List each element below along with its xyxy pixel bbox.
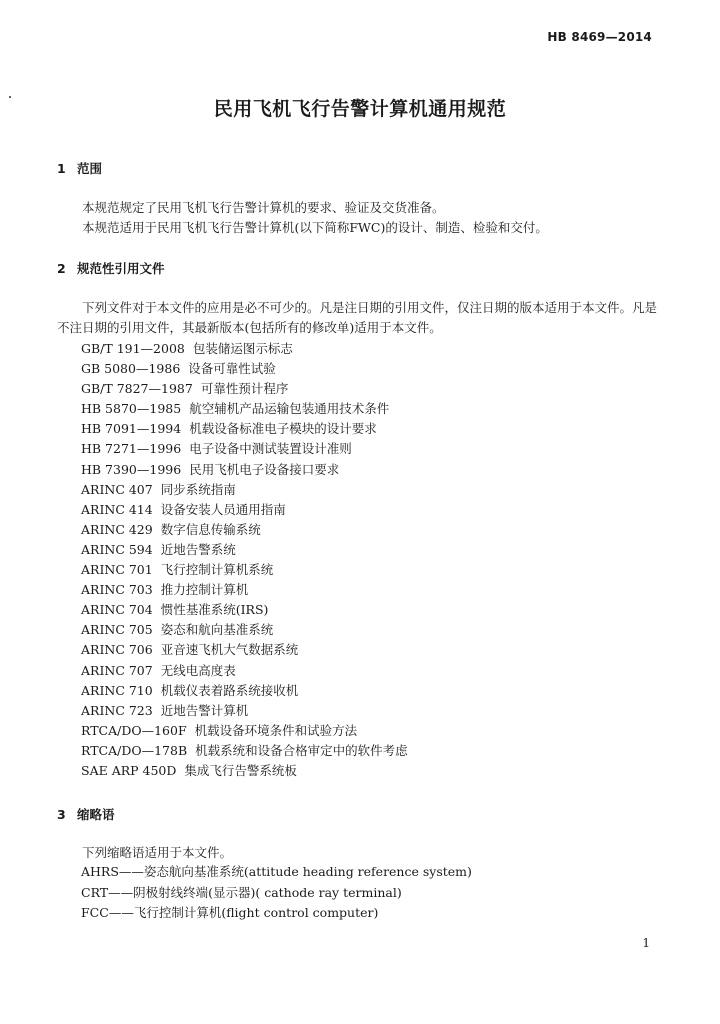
reference-code: ARINC 710 bbox=[81, 682, 153, 698]
reference-title: 近地告警系统 bbox=[160, 541, 236, 557]
reference-item bbox=[81, 661, 408, 681]
reference-code: ARINC 703 bbox=[81, 582, 153, 598]
abbreviation-term: CRT bbox=[81, 884, 109, 900]
reference-title: 机载设备标准电子模块的设计要求 bbox=[189, 421, 377, 437]
reference-code: HB 7271—1996 bbox=[81, 441, 182, 457]
reference-item bbox=[81, 580, 408, 600]
reference-title: 包装储运图示标志 bbox=[192, 341, 293, 356]
abbreviation-english: (attitude heading reference system) bbox=[243, 864, 472, 879]
reference-item bbox=[81, 741, 408, 761]
document-title: 民用飞机飞行告警计算机通用规范 bbox=[213, 98, 507, 120]
reference-code: GB 5080—1986 bbox=[81, 361, 181, 377]
reference-title: 惯性基准系统(IRS) bbox=[160, 602, 269, 618]
em-dash-separator: —— bbox=[108, 884, 134, 900]
section-title: 规范性引用文件 bbox=[77, 261, 165, 276]
reference-item bbox=[81, 560, 408, 580]
abbreviation-item bbox=[81, 883, 472, 904]
reference-code: ARINC 707 bbox=[81, 662, 153, 678]
reference-code: HB 7390—1996 bbox=[81, 461, 182, 477]
reference-title: 近地告警计算机 bbox=[160, 702, 249, 718]
reference-title: 可靠性预计程序 bbox=[200, 381, 289, 397]
reference-item bbox=[81, 620, 408, 640]
section-heading-references bbox=[57, 259, 165, 277]
scope-paragraph-1: 本规范规定了民用飞机飞行告警计算机的要求、验证及交货准备。 bbox=[82, 200, 445, 215]
abbreviation-item bbox=[81, 862, 472, 883]
reference-item bbox=[81, 721, 408, 741]
reference-title: 电子设备中测试装置设计准则 bbox=[189, 441, 352, 457]
em-dash-separator: —— bbox=[108, 905, 134, 920]
reference-item bbox=[81, 460, 408, 480]
reference-title: 飞行控制计算机系统 bbox=[160, 562, 274, 578]
reference-code: ARINC 705 bbox=[81, 622, 153, 638]
section-heading-scope bbox=[57, 159, 102, 177]
section-number: 2 bbox=[57, 261, 66, 276]
page-number: 1 bbox=[642, 936, 650, 950]
reference-item bbox=[81, 379, 408, 399]
reference-item bbox=[81, 761, 408, 781]
reference-item bbox=[81, 520, 408, 540]
abbreviations-intro: 下列缩略语适用于本文件。 bbox=[82, 845, 233, 860]
reference-title: 数字信息传输系统 bbox=[160, 521, 261, 537]
reference-code: ARINC 706 bbox=[81, 642, 153, 658]
reference-item bbox=[81, 439, 408, 459]
scope-paragraph-2: 本规范适用于民用飞机飞行告警计算机(以下简称FWC)的设计、制造、检验和交付。 bbox=[82, 220, 548, 235]
reference-item bbox=[81, 339, 408, 359]
reference-code: RTCA/DO—178B bbox=[81, 742, 188, 758]
standard-code: HB 8469—2014 bbox=[547, 30, 652, 44]
reference-code: GB/T 191—2008 bbox=[81, 341, 185, 356]
reference-item bbox=[81, 500, 408, 520]
abbreviation-chinese: 飞行控制计算机 bbox=[133, 905, 222, 920]
em-dash-separator: —— bbox=[118, 864, 144, 879]
abbreviation-item bbox=[81, 903, 472, 924]
abbreviation-english: (flight control computer) bbox=[221, 905, 379, 920]
section-number: 3 bbox=[57, 807, 66, 822]
reference-title: 同步系统指南 bbox=[160, 481, 236, 497]
reference-code: SAE ARP 450D bbox=[81, 762, 177, 778]
reference-title: 姿态和航向基准系统 bbox=[160, 622, 274, 638]
reference-item bbox=[81, 701, 408, 721]
reference-title: 航空辅机产品运输包装通用技术条件 bbox=[189, 401, 390, 417]
reference-title: 亚音速飞机大气数据系统 bbox=[160, 642, 299, 658]
section-title: 缩略语 bbox=[77, 807, 115, 822]
abbreviation-chinese: 阴极射线终端(显示器) bbox=[133, 884, 256, 900]
reference-item bbox=[81, 640, 408, 660]
reference-code: ARINC 701 bbox=[81, 562, 153, 578]
reference-code: GB/T 7827—1987 bbox=[81, 381, 193, 397]
section-number: 1 bbox=[57, 161, 66, 176]
abbreviation-chinese: 姿态航向基准系统 bbox=[143, 864, 244, 879]
abbreviation-english: ( cathode ray terminal) bbox=[255, 884, 402, 900]
reference-title: 机载设备环境条件和试验方法 bbox=[194, 722, 358, 738]
reference-code: ARINC 429 bbox=[81, 521, 153, 537]
reference-title: 机载仪表着路系统接收机 bbox=[160, 682, 299, 698]
reference-item bbox=[81, 480, 408, 500]
section-title: 范围 bbox=[77, 161, 103, 176]
abbreviation-list bbox=[81, 862, 472, 924]
reference-item bbox=[81, 419, 408, 439]
reference-code: ARINC 704 bbox=[81, 602, 153, 618]
reference-code: ARINC 407 bbox=[81, 481, 153, 497]
abbreviation-term: AHRS bbox=[81, 864, 119, 879]
reference-code: RTCA/DO—160F bbox=[81, 722, 187, 738]
reference-code: HB 5870—1985 bbox=[81, 401, 182, 417]
reference-code: ARINC 723 bbox=[81, 702, 153, 718]
reference-item bbox=[81, 359, 408, 379]
reference-list bbox=[81, 339, 408, 781]
reference-item bbox=[81, 399, 408, 419]
reference-title: 推力控制计算机 bbox=[160, 582, 249, 598]
reference-code: ARINC 594 bbox=[81, 541, 153, 557]
reference-title: 无线电高度表 bbox=[160, 662, 236, 678]
reference-item bbox=[81, 540, 408, 560]
reference-title: 机载系统和设备合格审定中的软件考虑 bbox=[195, 742, 408, 758]
reference-item bbox=[81, 600, 408, 620]
abbreviation-term: FCC bbox=[81, 905, 109, 920]
reference-title: 设备安装人员通用指南 bbox=[160, 501, 286, 517]
reference-code: ARINC 414 bbox=[81, 501, 153, 517]
reference-title: 集成飞行告警系统板 bbox=[184, 762, 297, 778]
reference-code: HB 7091—1994 bbox=[81, 421, 182, 437]
reference-title: 设备可靠性试验 bbox=[188, 361, 276, 377]
section-heading-abbreviations bbox=[57, 805, 115, 823]
references-intro: 下列文件对于本文件的应用是必不可少的。凡是注日期的引用文件，仅注日期的版本适用于本文件。凡是不注日期的引用文件，其最新版本(包括所有的修改单)适用于本文件。 bbox=[57, 300, 658, 335]
reference-item bbox=[81, 681, 408, 701]
reference-title: 民用飞机电子设备接口要求 bbox=[189, 461, 340, 477]
